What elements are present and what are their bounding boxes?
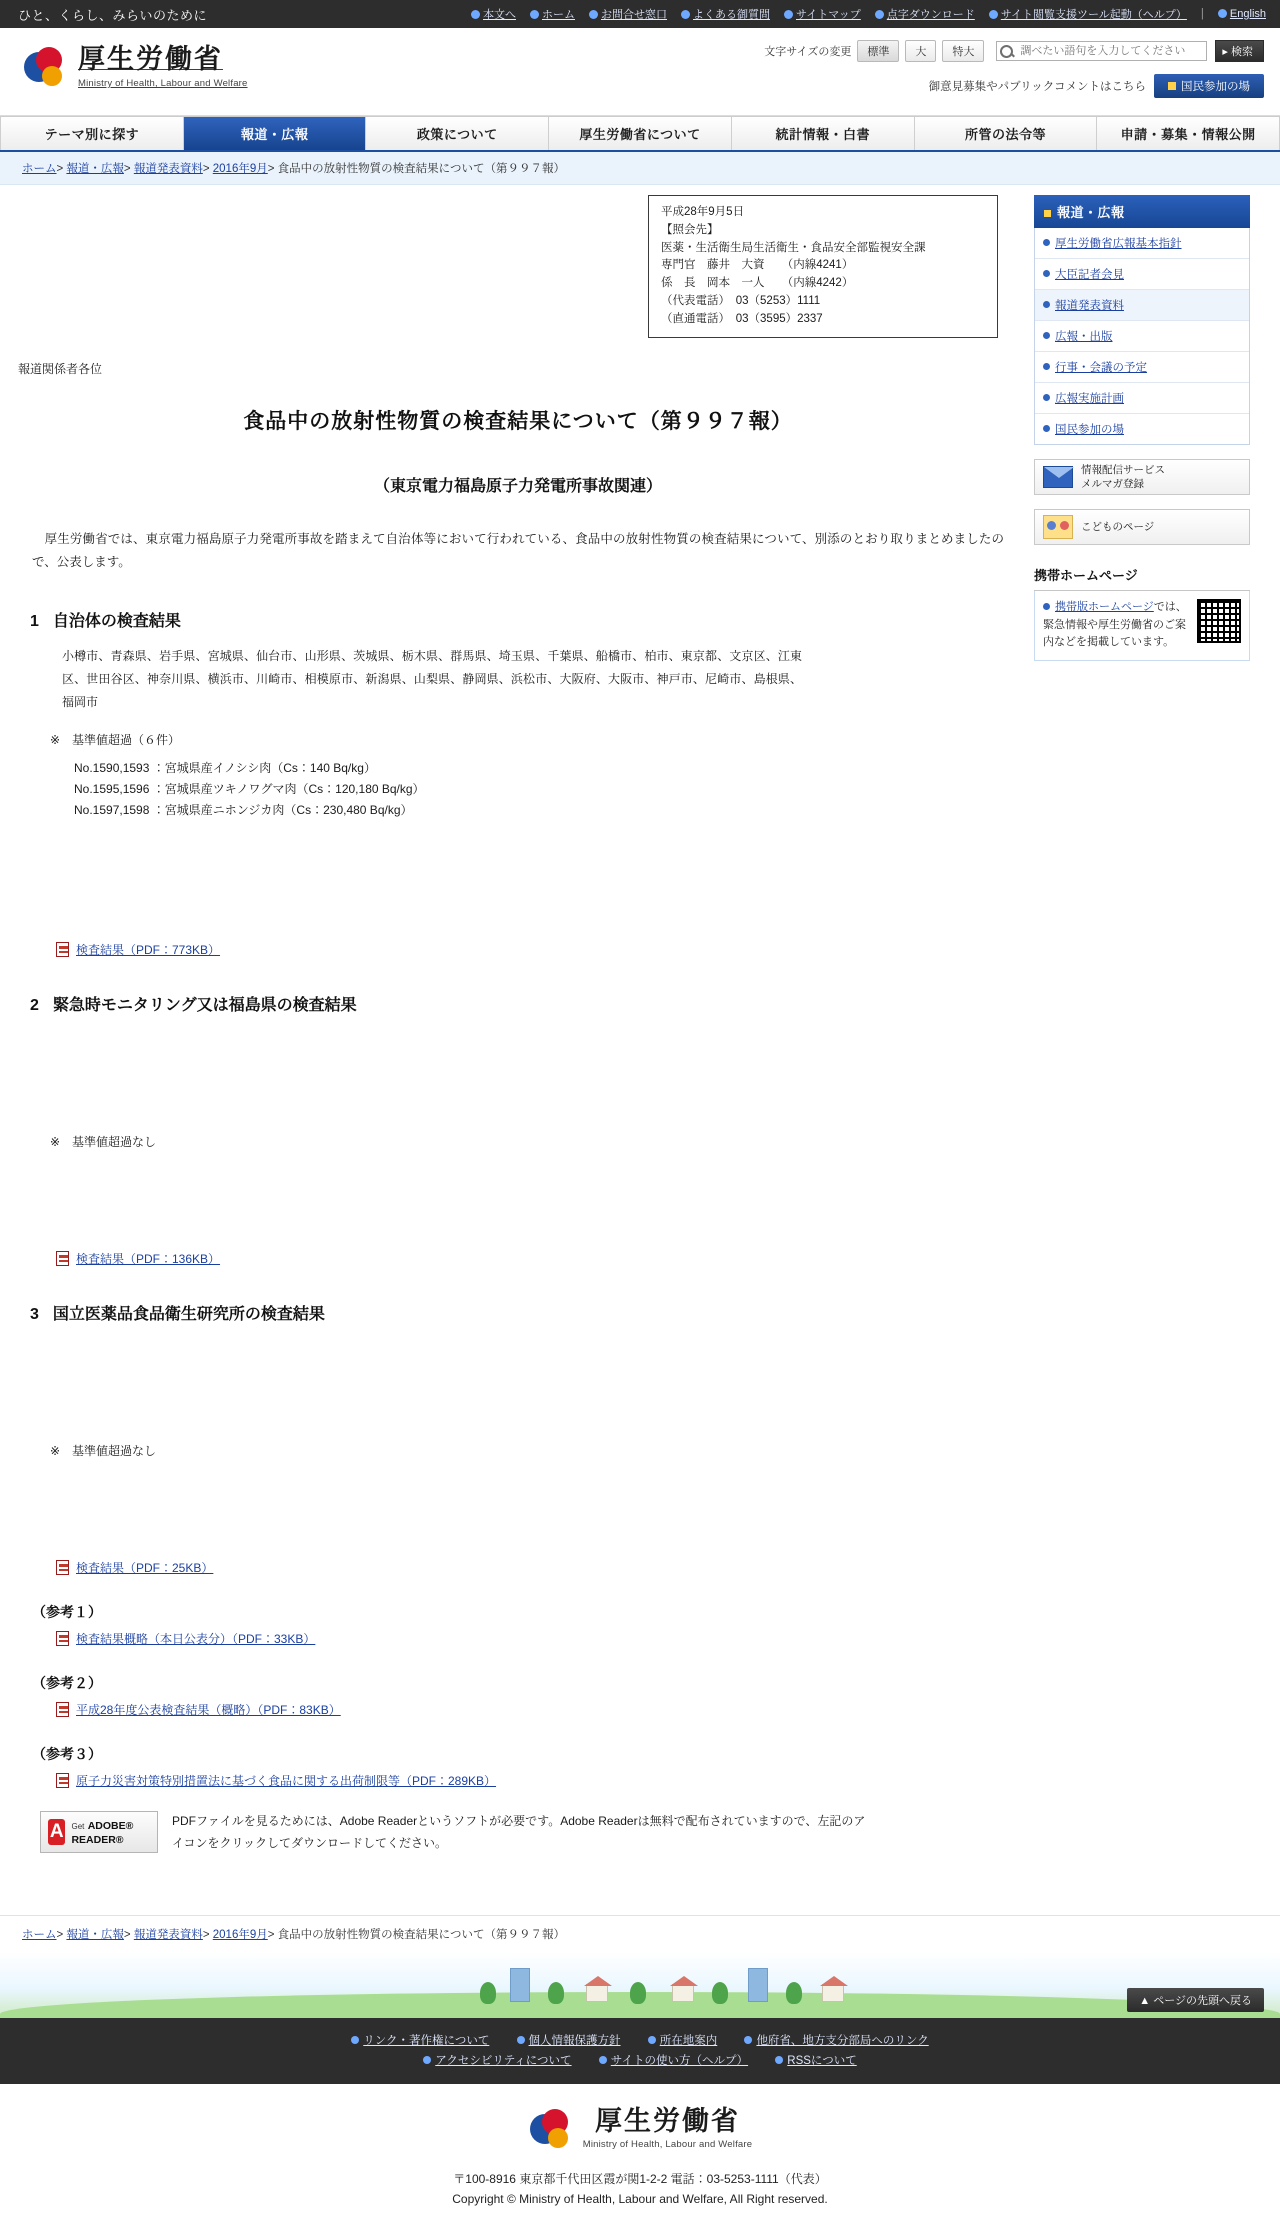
breadcrumb-bottom-current: 食品中の放射性物質の検査結果について（第９９７報） (277, 1928, 565, 1941)
sidebar-item-label[interactable]: 広報実施計画 (1055, 393, 1124, 405)
pdf-icon (56, 1631, 69, 1646)
footer-links-row-1 (0, 2032, 1280, 2048)
page-title: 食品中の放射性物質の検査結果について（第９９７報） (243, 409, 793, 433)
children-icon (1043, 515, 1073, 539)
footer-copyright: Copyright © Ministry of Health, Labour and Welfare, All Right reserved. (452, 2191, 828, 2206)
bullet-icon (1218, 9, 1227, 18)
sidebar-item-press-releases[interactable] (1035, 290, 1249, 321)
utility-link-accessibility-tool[interactable]: サイト閲覧支援ツール起動（ヘルプ） (989, 6, 1187, 22)
breadcrumb-bottom: ホーム> 報道・広報> 報道発表資料> 2016年9月> 食品中の放射性物質の検査結果について（第９９７報） (0, 1915, 1280, 1952)
mhlw-logo-icon (22, 44, 68, 90)
contact-chief: 係 長 岡本 一人 （内線4242） (661, 277, 854, 290)
search-box[interactable] (996, 41, 1207, 61)
section-2-title: 緊急時モニタリング又は福島県の検査結果 (52, 997, 357, 1015)
section-3-number: 3 (30, 1306, 39, 1324)
sidebar-item-label[interactable]: 行事・会議の予定 (1055, 362, 1147, 374)
logo-text-en: Ministry of Health, Labour and Welfare (78, 77, 248, 89)
bullet-icon (471, 10, 480, 19)
breadcrumb-home[interactable]: ホーム (22, 163, 57, 175)
footer-link-other-ministries[interactable]: 他府省、地方支分部局へのリンク (744, 2035, 928, 2047)
footer-address-block (0, 2169, 1280, 2210)
footer-logo-text-jp: 厚生労働省 (594, 2105, 740, 2136)
lead-paragraph: 厚生労働省では、東京電力福島原子力発電所事故を踏まえて自治体等において行われている、食品中の放射性物質の検査結果について、別添のとおり取りまとめましたので、公表します。 (32, 531, 1004, 569)
font-size-large[interactable]: 大 (905, 40, 936, 62)
tree-icon (786, 1982, 802, 2004)
section-1-number: 1 (30, 612, 39, 630)
logo-text-jp: 厚生労働省 (78, 44, 223, 75)
sidebar-item-label[interactable]: 国民参加の場 (1055, 424, 1124, 436)
search-icon (1000, 45, 1013, 58)
building-icon (510, 1968, 530, 2002)
bullet-icon (648, 2036, 656, 2044)
section-3-pdf-link[interactable] (56, 1559, 1018, 1576)
breadcrumb-bottom-home[interactable]: ホーム (22, 1928, 57, 1941)
section-2-note: ※ 基準値超過なし (50, 1135, 157, 1150)
section-2-pdf-label[interactable]: 検査結果（PDF：136KB） (76, 1252, 221, 1267)
adobe-reader-button[interactable] (40, 1811, 158, 1853)
utility-link-braille[interactable]: 点字ダウンロード (875, 6, 975, 22)
section-3-title: 国立医薬品食品衛生研究所の検査結果 (52, 1306, 325, 1324)
utility-link-sitemap[interactable]: サイトマップ (784, 6, 861, 22)
font-size-extra-large[interactable]: 特大 (942, 40, 984, 62)
sidebar-item-public-participation[interactable] (1035, 414, 1249, 444)
section-2-number: 2 (30, 997, 39, 1015)
bullet-icon (775, 2056, 783, 2064)
footer-links (0, 2018, 1280, 2084)
footer-link-accessibility[interactable]: アクセシビリティについて (423, 2055, 571, 2067)
qr-code-icon (1197, 599, 1241, 643)
pdf-icon (56, 1702, 69, 1717)
adobe-reader-label: ADOBE® READER® (71, 1819, 134, 1847)
bullet-icon (530, 10, 539, 19)
sidebar-item-label[interactable]: 報道発表資料 (1055, 300, 1124, 312)
footer-links-row-2 (0, 2052, 1280, 2068)
mobile-site-box (1034, 591, 1250, 661)
pdf-icon (56, 1251, 69, 1266)
banner-kids-label: こどものページ (1081, 520, 1155, 533)
reference-2-heading: （参考２） (32, 1675, 102, 1692)
section-2-heading (30, 992, 1018, 1015)
bullet-icon (351, 2036, 359, 2044)
sidebar-item-label[interactable]: 大臣記者会見 (1055, 269, 1124, 281)
reference-1-pdf-label[interactable]: 検査結果概略（本日公表分）（PDF：33KB） (76, 1632, 316, 1647)
divider: | (1200, 8, 1204, 20)
footer-address: 〒100-8916 東京都千代田区霞が関1-2-2 電話：03-5253-1111（代表） (453, 2171, 827, 2186)
bullet-icon (517, 2036, 525, 2044)
adobe-reader-note: PDFファイルを見るためには、Adobe Readerというソフトが必要です。Adobe Readerは無料で配布されていますので、左記のアイコンをクリックしてダウンロードしてください。 (172, 1814, 866, 1850)
pdf-icon (56, 942, 69, 957)
square-icon (1044, 210, 1051, 217)
breadcrumb-current: 食品中の放射性物質の検査結果について（第９９７報） (277, 163, 565, 175)
note-item: No.1597,1598 ：宮城県産ニホンジカ肉（Cs：230,480 Bq/kg） (74, 803, 413, 818)
adobe-get-label: Get (71, 1821, 85, 1831)
section-3-pdf-label[interactable]: 検査結果（PDF：25KB） (76, 1561, 214, 1576)
mobile-site-heading: 携帯ホームページ (1034, 565, 1250, 591)
page-subtitle: （東京電力福島原子力発電所事故関連） (373, 477, 662, 495)
section-1-note-items (74, 758, 1018, 821)
mobile-site-text: では、緊急情報や厚生労働省のご案内などを掲載しています。 (1043, 601, 1187, 649)
font-size-label: 文字サイズの変更 (764, 46, 852, 58)
utility-link-honbun[interactable]: 本文へ (471, 6, 516, 22)
search-input[interactable] (1016, 45, 1206, 57)
mhlw-logo-icon (528, 2106, 574, 2152)
bullet-icon (875, 10, 884, 19)
bullet-icon (989, 10, 998, 19)
sidebar-item-pr-publications[interactable] (1035, 321, 1249, 352)
release-date: 平成28年9月5日 (661, 206, 745, 218)
nav-applications[interactable]: 申請・募集・情報公開 (1097, 117, 1280, 150)
tree-icon (480, 1982, 496, 2004)
footer-link-rss[interactable]: RSSについて (775, 2055, 856, 2067)
tree-icon (548, 1982, 564, 2004)
section-1-pdf-label[interactable]: 検査結果（PDF：773KB） (76, 943, 221, 958)
contact-officer: 専門官 藤井 大資 （内線4241） (661, 259, 854, 272)
banner-mail-line2: メルマガ登録 (1081, 478, 1144, 490)
banner-mail-service[interactable] (1034, 459, 1250, 495)
breadcrumb-bottom-press-releases[interactable]: 報道発表資料 (133, 1928, 203, 1941)
sidebar-item-pr-guideline[interactable] (1035, 228, 1249, 259)
site-slogan: ひと、くらし、みらいのために (18, 7, 208, 23)
sidebar-item-pr-plan[interactable] (1035, 383, 1249, 414)
bullet-icon (589, 10, 598, 19)
opinion-text: 御意見募集やパブリックコメントはこちら (928, 81, 1146, 93)
pdf-icon (56, 1773, 69, 1788)
adobe-reader-section (40, 1811, 1018, 1854)
sidebar-item-events[interactable] (1035, 352, 1249, 383)
contact-main-phone: （代表電話） 03（5253）1111 (661, 295, 821, 308)
bullet-icon (744, 2036, 752, 2044)
nav-about[interactable]: 厚生労働省について (549, 117, 732, 150)
sidebar-item-label[interactable]: 厚生労働省広報基本指針 (1055, 238, 1182, 250)
footer-link-privacy[interactable]: 個人情報保護方針 (517, 2035, 621, 2047)
pdf-icon (56, 1560, 69, 1575)
search-button[interactable]: ▸ 検索 (1215, 40, 1264, 62)
breadcrumb-bottom-month[interactable]: 2016年9月 (212, 1928, 268, 1941)
section-2-pdf-link[interactable] (56, 1250, 1018, 1267)
breadcrumb-press-releases[interactable]: 報道発表資料 (133, 163, 203, 175)
bullet-icon (784, 10, 793, 19)
banner-kids-page[interactable] (1034, 509, 1250, 545)
contact-department: 医薬・生活衛生局生活衛生・食品安全部監視安全課 (661, 241, 926, 254)
nav-press[interactable]: 報道・広報 (184, 117, 367, 150)
header-controls (764, 40, 1264, 98)
section-1-pdf-link[interactable] (56, 941, 1018, 958)
breadcrumb: ホーム> 報道・広報> 報道発表資料> 2016年9月> 食品中の放射性物質の検査結果について（第９９７報） (0, 152, 1280, 185)
section-1-body: 小樽市、青森県、岩手県、宮城県、仙台市、山形県、茨城県、栃木県、群馬県、埼玉県、千葉県、船橋市、柏市、東京都、文京区、江東区、世田谷区、神奈川県、横浜市、川崎市、相模原市、新潟県、山梨県、静岡県、浜松市、大阪府、大阪市、神戸市、尼崎市、島根県、福岡市 (62, 648, 802, 709)
mail-icon (1043, 466, 1073, 488)
addressee: 報道関係者各位 (18, 361, 103, 376)
sidebar-item-label[interactable]: 広報・出版 (1055, 331, 1113, 343)
house-icon (586, 1984, 608, 2002)
footer-logo-text-en: Ministry of Health, Labour and Welfare (582, 2139, 753, 2151)
sidebar-heading: 報道・広報 (1034, 195, 1250, 228)
note-item: No.1590,1593 ：宮城県産イノシシ肉（Cs：140 Bq/kg） (74, 761, 376, 776)
section-3-heading (30, 1301, 1018, 1324)
square-icon (1168, 82, 1176, 90)
section-1-title: 自治体の検査結果 (52, 612, 181, 630)
global-navigation (0, 116, 1280, 152)
adobe-icon: A (48, 1819, 65, 1845)
reference-3-pdf-label[interactable]: 原子力災害対策特別措置法に基づく食品に関する出荷制限等（PDF：289KB） (76, 1774, 497, 1789)
reference-2-pdf-link[interactable] (56, 1701, 1018, 1718)
site-logo[interactable] (22, 44, 248, 90)
reference-1-heading: （参考１） (32, 1604, 102, 1621)
reference-3-heading: （参考３） (32, 1746, 102, 1763)
page-body (0, 185, 1280, 1855)
utility-link-english[interactable]: English (1218, 8, 1266, 20)
reference-3-pdf-link[interactable] (56, 1772, 1018, 1789)
footer-link-site-usage[interactable]: サイトの使い方（ヘルプ） (599, 2055, 748, 2067)
tree-icon (712, 1982, 728, 2004)
sidebar-list (1034, 228, 1250, 445)
footer-logo[interactable] (528, 2106, 753, 2152)
nav-theme[interactable]: テーマ別に探す (0, 117, 184, 150)
utility-links (471, 6, 1266, 22)
house-icon (672, 1984, 694, 2002)
reference-1-pdf-link[interactable] (56, 1630, 1018, 1647)
utility-link-faq[interactable]: よくある御質問 (681, 6, 770, 22)
footer-link-copyright[interactable]: リンク・著作権について (351, 2035, 489, 2047)
nav-policy[interactable]: 政策について (366, 117, 549, 150)
breadcrumb-press[interactable]: 報道・広報 (66, 163, 124, 175)
breadcrumb-bottom-press[interactable]: 報道・広報 (66, 1928, 124, 1941)
footer-link-location[interactable]: 所在地案内 (648, 2035, 718, 2047)
bullet-icon (599, 2056, 607, 2064)
nav-laws[interactable]: 所管の法令等 (915, 117, 1098, 150)
opinion-row (764, 74, 1264, 98)
bullet-icon (423, 2056, 431, 2064)
footer-illustration (0, 1952, 1280, 2018)
utility-link-home[interactable]: ホーム (530, 6, 575, 22)
house-icon (822, 1984, 844, 2002)
sidebar-item-minister-press[interactable] (1035, 259, 1249, 290)
utility-bar (0, 0, 1280, 28)
section-1-heading (30, 608, 1018, 631)
note-item: No.1595,1596 ：宮城県産ツキノワグマ肉（Cs：120,180 Bq/kg） (74, 782, 425, 797)
kokumin-sanka-button[interactable]: 国民参加の場 (1154, 74, 1264, 98)
reference-2-pdf-label[interactable]: 平成28年度公表検査結果（概略）（PDF：83KB） (76, 1703, 341, 1718)
nav-statistics[interactable]: 統計情報・白書 (732, 117, 915, 150)
breadcrumb-month[interactable]: 2016年9月 (212, 163, 268, 175)
section-1-note: ※ 基準値超過（６件） (50, 733, 181, 748)
site-header (0, 28, 1280, 116)
bullet-icon (681, 10, 690, 19)
utility-link-contact[interactable]: お問合せ窓口 (589, 6, 667, 22)
footer-bottom (0, 2084, 1280, 2235)
contact-direct-phone: （直通電話） 03（3595）2337 (661, 312, 823, 325)
page-top-button[interactable]: ▲ ページの先頭へ戻る (1127, 1988, 1264, 2012)
font-size-standard[interactable]: 標準 (857, 40, 899, 62)
building-icon (748, 1968, 768, 2002)
banner-mail-line1: 情報配信サービス (1081, 463, 1165, 476)
contact-info-box (648, 195, 998, 338)
tree-icon (630, 1982, 646, 2004)
font-size-controls (764, 40, 1264, 62)
mobile-site-link[interactable]: 携帯版ホームページ (1055, 601, 1154, 613)
contact-heading: 【照会先】 (661, 223, 719, 236)
section-3-note: ※ 基準値超過なし (50, 1444, 157, 1459)
sidebar (1034, 195, 1250, 661)
main-content (18, 195, 1018, 1855)
